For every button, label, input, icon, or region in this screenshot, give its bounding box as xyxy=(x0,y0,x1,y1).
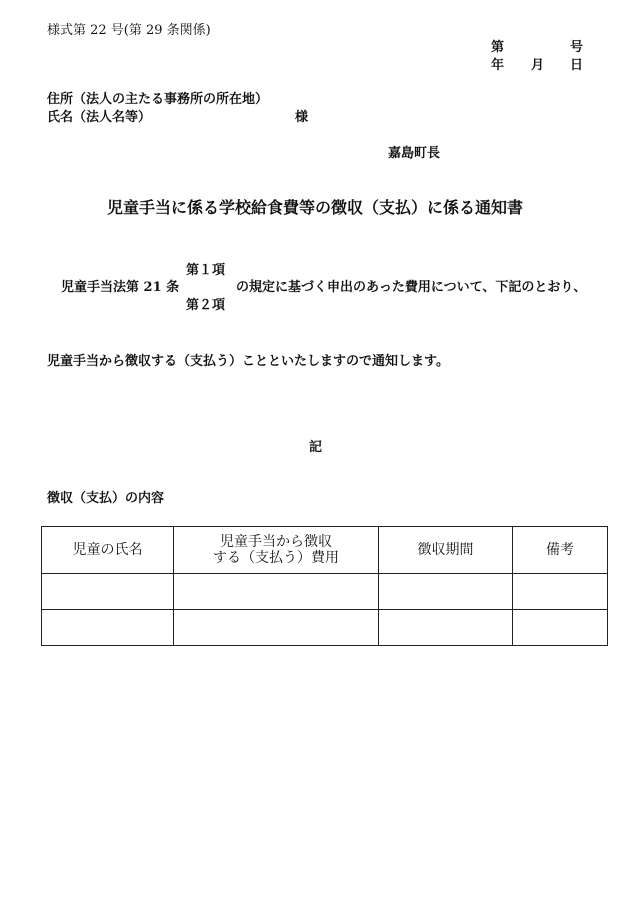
date-month: 月 xyxy=(531,58,545,73)
header-fee-line-2: する（支払う）費用 xyxy=(213,550,339,566)
table-header-row xyxy=(42,527,608,574)
collection-table xyxy=(41,526,608,646)
recipient-address-label: 住所（法人の主たる事務所の所在地） xyxy=(47,92,269,107)
document-title: 児童手当に係る学校給食費等の徴収（支払）に係る通知書 xyxy=(106,198,523,217)
header-child-name: 児童の氏名 xyxy=(42,527,174,574)
form-number: 様式第 22 号(第 29 条関係) xyxy=(47,23,211,38)
doc-number-dai: 第 xyxy=(491,40,505,55)
cell-child-name[interactable] xyxy=(42,610,174,646)
body-line-2: 児童手当から徴収する（支払う）ことといたしますので通知します。 xyxy=(47,354,449,369)
cell-fee[interactable] xyxy=(174,610,379,646)
cell-period[interactable] xyxy=(379,574,513,610)
doc-number-go: 号 xyxy=(570,40,584,55)
recipient-name-label: 氏名（法人名等） xyxy=(47,110,152,125)
header-fee xyxy=(174,527,379,574)
date-year: 年 xyxy=(491,58,505,73)
body-line-1: の規定に基づく申出のあった費用について、下記のとおり、 xyxy=(236,280,587,295)
body-clause-2: 第２項 xyxy=(186,298,226,313)
cell-remarks[interactable] xyxy=(513,610,608,646)
header-period: 徴収期間 xyxy=(379,527,513,574)
table-row xyxy=(42,610,608,646)
table-row xyxy=(42,574,608,610)
ki-heading: 記 xyxy=(309,440,323,455)
recipient-honorific: 様 xyxy=(295,110,309,125)
cell-child-name[interactable] xyxy=(42,574,174,610)
header-fee-line-1: 児童手当から徴収 xyxy=(220,533,332,550)
body-clause-1: 第１項 xyxy=(186,263,226,278)
cell-remarks[interactable] xyxy=(513,574,608,610)
cell-period[interactable] xyxy=(379,610,513,646)
cell-fee[interactable] xyxy=(174,574,379,610)
date-day: 日 xyxy=(570,58,584,73)
body-law-reference: 児童手当法第 21 条 xyxy=(61,280,180,295)
header-remarks: 備考 xyxy=(513,527,608,574)
sender-name: 嘉島町長 xyxy=(388,146,441,161)
section-label: 徴収（支払）の内容 xyxy=(47,491,165,506)
